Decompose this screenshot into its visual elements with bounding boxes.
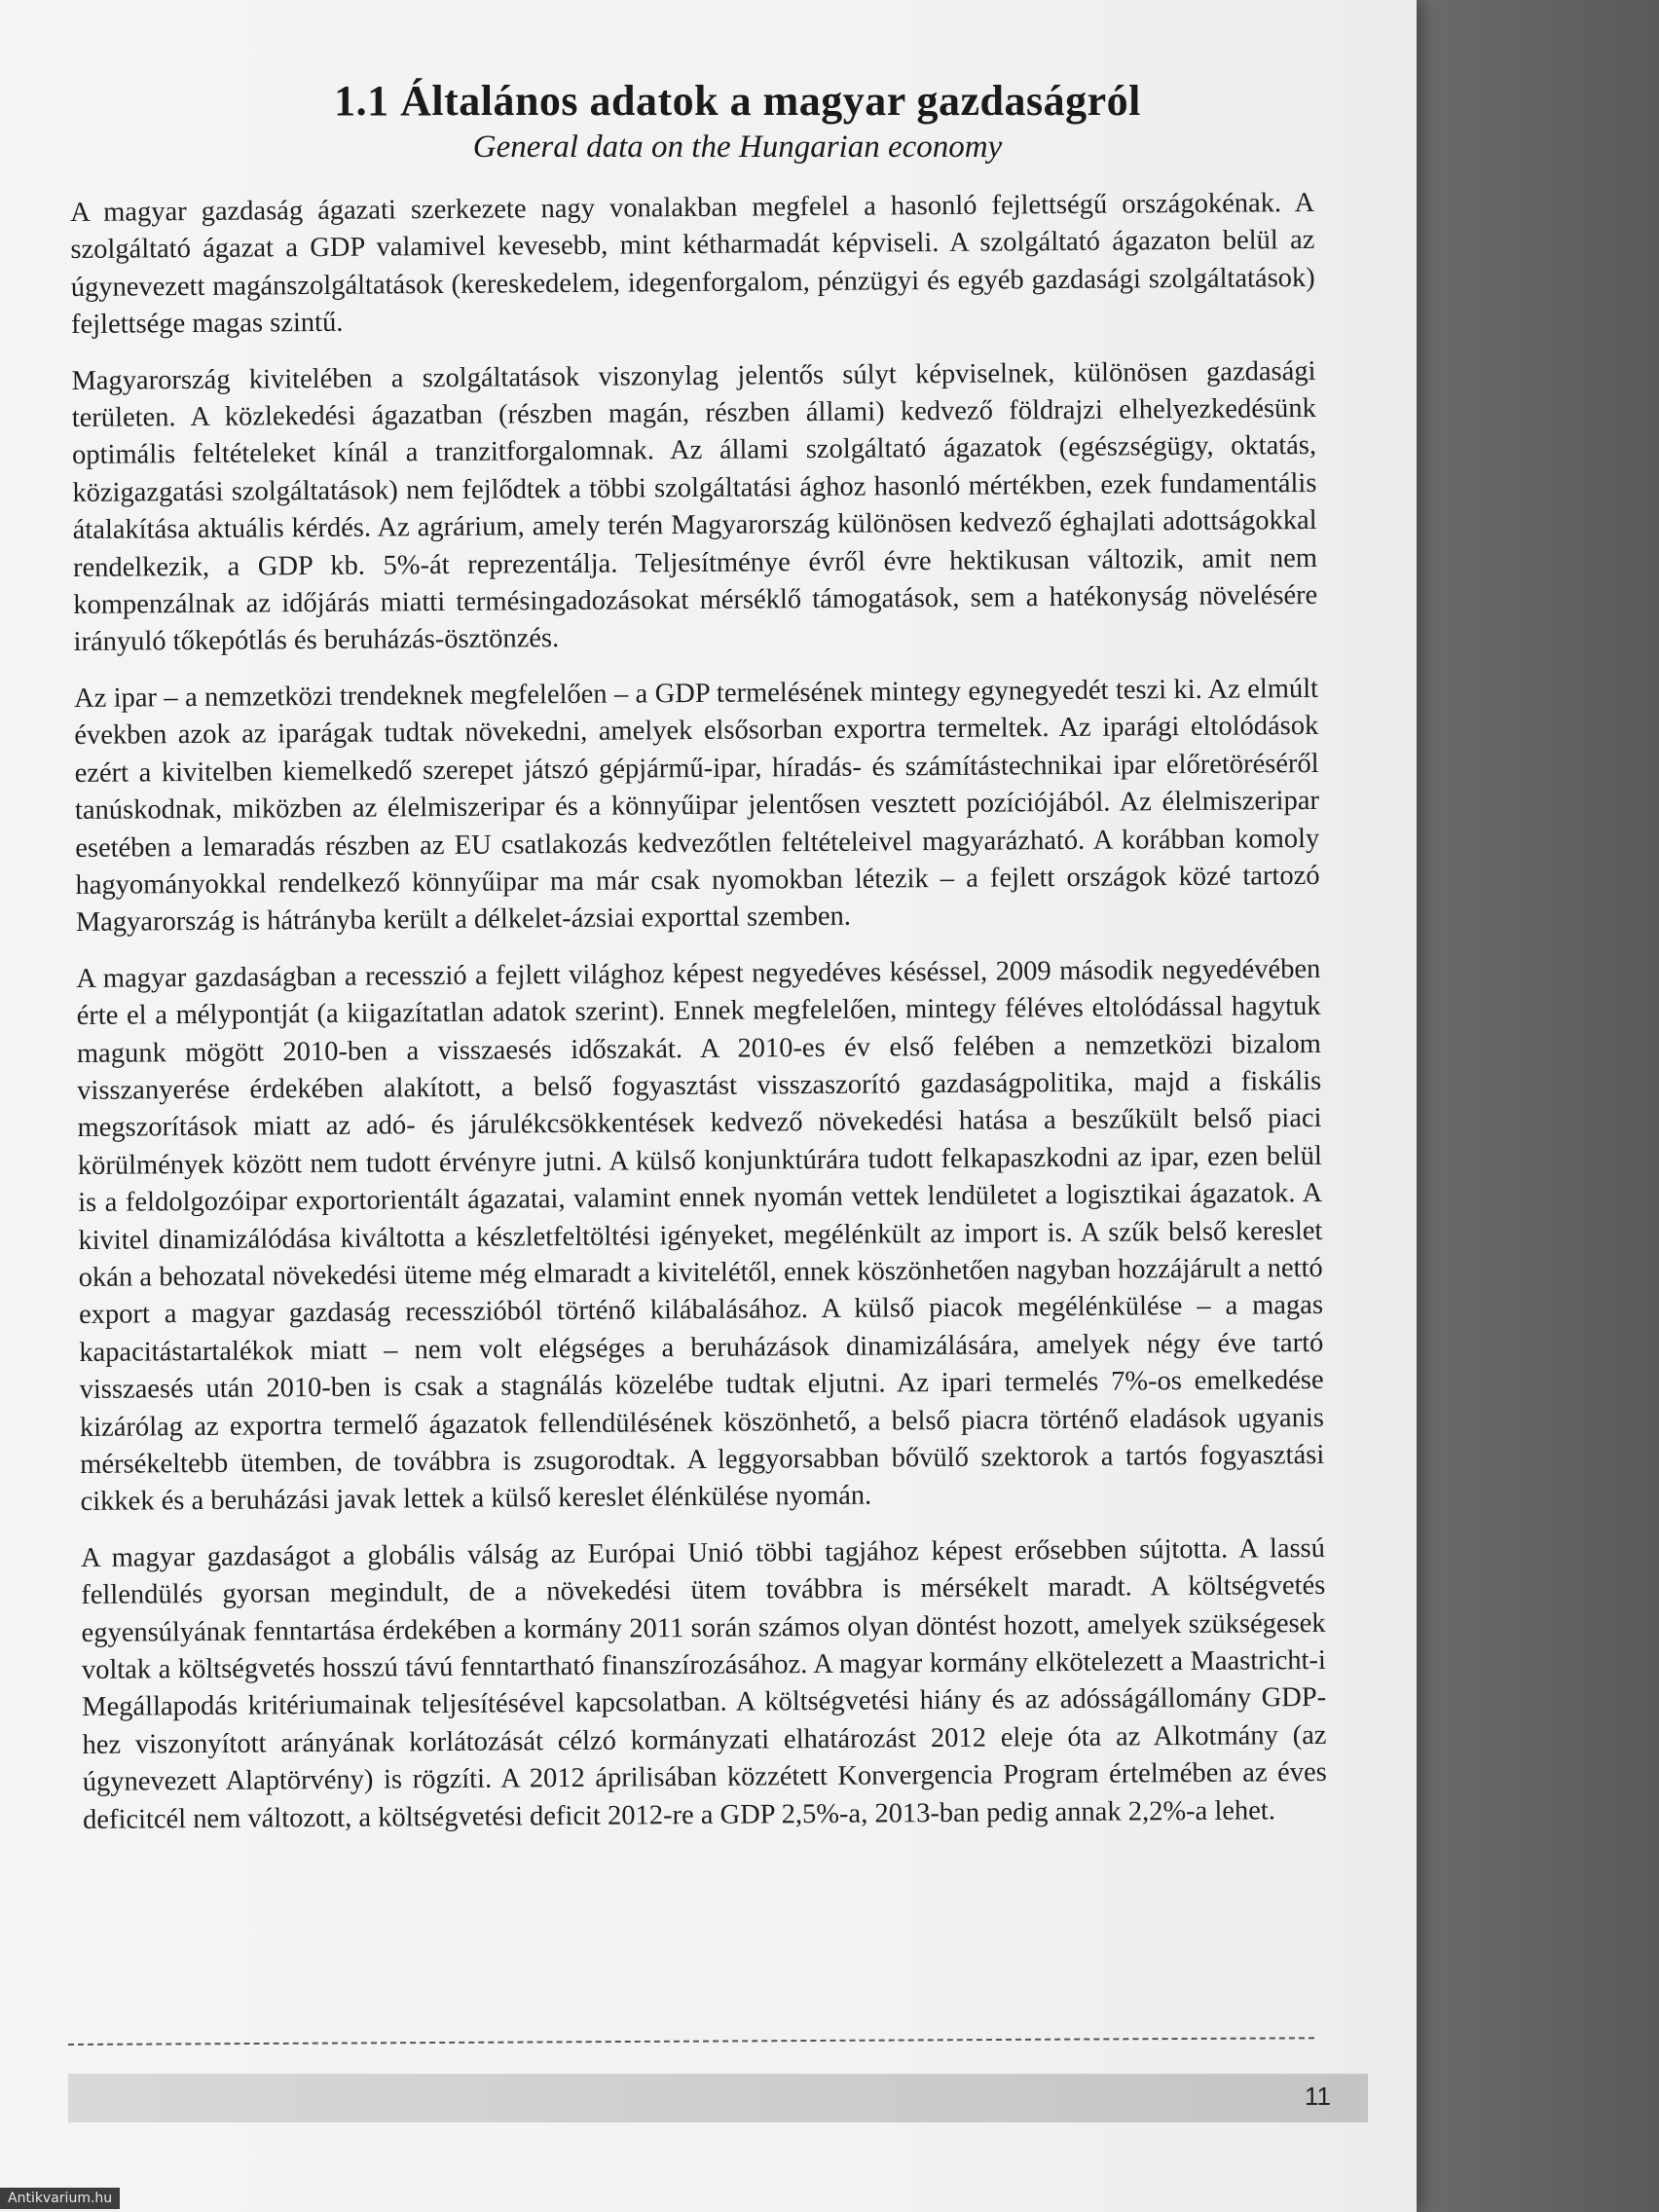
footer-divider bbox=[68, 2037, 1314, 2046]
body-text bbox=[70, 185, 1327, 1858]
paragraph-4: A magyar gazdaságban a recesszió a fejlett világhoz képest negyedéves késéssel, 2009 második negyedévében érte el a mélypontját (a kiigazítatlan adatok szerint). Ennek megfelelően, mintegy féléves eltolódással hagytuk magunk mögött 2010-ben a visszaesés időszakát. A 2010-es év első felében a nemzetközi bizalom visszanyerése érdekében alakított, a belső fogyasztást visszaszorító gazdaságpolitika, majd a fiskális megszorítások miatt az adó- és járulékcsökkentések kedvező növekedési hatása a beszűkült belső piaci körülmények között nem tudott érvényre jutni. A külső konjunktúrára tudott felkapaszkodni az ipar, ezen belül is a feldolgozóipar exportorientált ágazatai, valamint ennek nyomán vettek lendületet a logisztikai ágazatok. A kivitel dinamizálódása kiváltotta a készletfeltöltési igényeket, megélénkült az import is. A szűk belső kereslet okán a behozatal növekedési üteme még elmaradt a kivitelétől, ennek köszönhetően nagyban hozzájárult a nettó export a magyar gazdaság recesszióból történő kilábalásához. A külső piacok megélénkülése – a magas kapacitástartalékok miatt – nem volt elégséges a beruházások dinamizálására, amelyek négy éve tartó visszaesés után 2010-ben is csak a stagnálás közelébe tudtak eljutni. Az ipari termelés 7%-os emelkedése kizárólag az exportra termelő ágazatok fellendülésének köszönhető, a belső piacra történő eladások ugyanis mérsékeltebb ütemben, de továbbra is zsugorodtak. A leggyorsabban bővülő szektorok a tartós fogyasztási cikkek és a beruházási javak lettek a külső kereslet élénkülése nyomán. bbox=[76, 953, 1325, 1518]
page-number: 11 bbox=[1305, 2082, 1331, 2111]
footer-bar bbox=[68, 2074, 1368, 2122]
paragraph-3: Az ipar – a nemzetközi trendeknek megfelelően – a GDP termelésének mintegy egynegyedét teszi ki. Az elmúlt években azok az iparágak tudtak növekedni, amelyek elsősorban exportra termeltek. Az iparági eltolódások ezért a kivitelben kiemelkedő szerepet játszó gépjármű-ipar, híradás- és számítástechnikai ipar előretöréséről tanúskodnak, miközben az élelmiszeripar és a könnyűipar jelentősen vesztett pozíciójából. Az élelmiszeripar esetében a lemaradás részben az EU csatlakozás kedvezőtlen feltételeivel magyarázható. A korábban komoly hagyományokkal rendelkező könnyűipar ma már csak nyomokban létezik – a fejlett országok közé tartozó Magyarország is hátrányba került a délkelet-ázsiai exporttal szemben. bbox=[73, 673, 1320, 939]
page-title: 1.1 Általános adatok a magyar gazdaságról bbox=[334, 77, 1141, 125]
paragraph-1: A magyar gazdaság ágazati szerkezete nagy vonalakban megfelel a hasonló fejlettségű országokénak. A szolgáltató ágazat a GDP valamivel kevesebb, mint kétharmadát képviseli. A szolgáltató ágazaton belül az úgynevezett magánszolgáltatások (kereskedelem, idegenforgalom, pénzügyi és egyéb gazdasági szolgáltatások) fejlettsége magas szintű. bbox=[70, 187, 1315, 341]
paragraph-2: Magyarország kivitelében a szolgáltatások viszonylag jelentős súlyt képviselnek, különösen gazdasági területen. A közlekedési ágazatban (részben magán, részben állami) kedvező földrajzi elhelyezkedésünk optimális feltételeket kínál a tranzitforgalomnak. Az állami szolgáltató ágazatok (egészségügy, oktatás, közigazgatási szolgáltatások) nem fejlődtek a többi szolgáltatási ághoz hasonló mértékben, ezek fundamentális átalakítása aktuális kérdés. Az agrárium, amely terén Magyarország különösen kedvező éghajlati adottságokkal rendelkezik, a GDP kb. 5%-át reprezentálja. Teljesítménye évről évre hektikusan változik, amit nem kompenzálnak az időjárás miatti termésingadozásokat mérséklő támogatások, sem a hatékonyság növelésére irányuló tőkepótlás és beruházás-ösztönzés. bbox=[71, 355, 1318, 658]
paragraph-5: A magyar gazdaságot a globális válság az Európai Unió többi tagjához képest erősebben sújtotta. A lassú fellendülés gyorsan megindult, de a növekedési ütem továbbra is mérsékelt maradt. A költségvetés egyensúlyának fenntartása érdekében a kormány 2011 során számos olyan döntést hozott, amelyek szükségesek voltak a költségvetés hosszú távú fenntartható finanszírozásához. A magyar kormány elkötelezett a Maastricht-i Megállapodás kritériumainak teljesítésével kapcsolatban. A költségvetési hiány és az adósságállomány GDP-hez viszonyított arányának korlátozását célzó kormányzati elhatározást 2012 eleje óta az Alkotmány (az úgynevezett Alaptörvény) is rögzíti. A 2012 áprilisában közzétett Konvergencia Program értelmében az éves deficitcél nem változott, a költségvetési deficit 2012-re a GDP 2,5%-a, 2013-ban pedig annak 2,2%-a lehet. bbox=[80, 1532, 1327, 1835]
title-block bbox=[0, 76, 1417, 166]
page-subtitle: General data on the Hungarian economy bbox=[472, 129, 1003, 165]
watermark: Antikvarium.hu bbox=[0, 2188, 120, 2209]
